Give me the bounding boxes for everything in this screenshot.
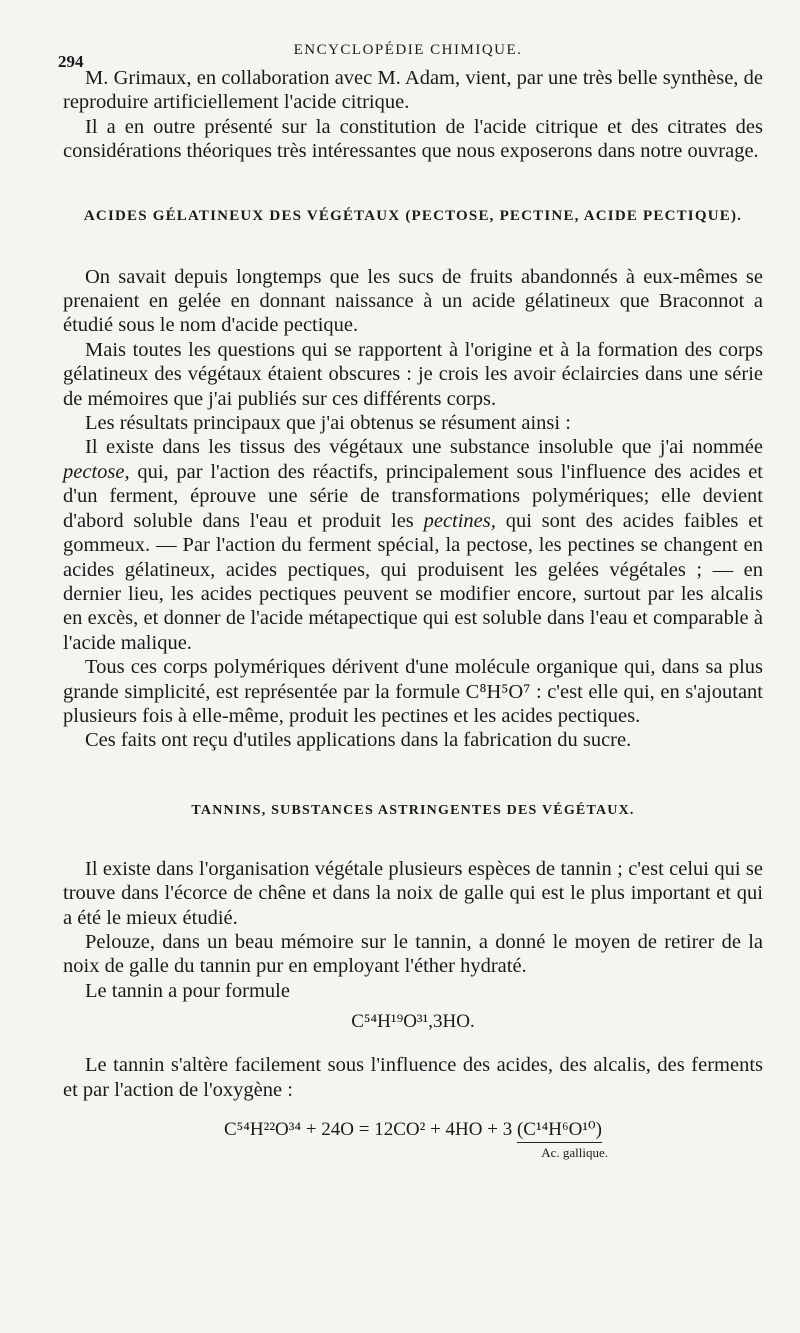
section-heading: ACIDES GÉLATINEUX DES VÉGÉTAUX (PECTOSE, PECTINE, ACIDE PECTIQUE). xyxy=(83,207,743,224)
equation xyxy=(63,1118,763,1161)
paragraph xyxy=(63,435,763,655)
equation-note: Ac. gallique. xyxy=(541,1145,608,1160)
paragraph: Le tannin s'altère facilement sous l'influence des acides, des alcalis, des ferments et par l'action de l'oxygène : xyxy=(63,1054,763,1101)
paragraph: Le tannin a pour formule xyxy=(85,979,290,1002)
italic-term: pectines, xyxy=(423,509,496,532)
text-run: qui sont des acides faibles et gommeux. — Par l'action du ferment spécial, la pectose, les pectines se changent en acides gélatineux, acides pectiques, qui produisent les gelées végétales ; — en dernier lieu, les acides pectiques peuvent se modifier encore, surtout par les alcalis en excès, et donner de l'acide métapectique qui est soluble dans l'eau et comparable à l'acide malique. xyxy=(63,509,764,654)
paragraph: Ces faits ont reçu d'utiles applications dans la fabrication du sucre. xyxy=(85,729,632,752)
paragraph: M. Grimaux, en collaboration avec M. Adam, vient, par une très belle synthèse, de reproduire artificiellement l'acide citrique. xyxy=(63,67,763,114)
body-text xyxy=(63,66,763,1161)
text-run: Il existe dans les tissus des végétaux une substance insoluble que j'ai nommée xyxy=(85,436,763,459)
equation-main: C⁵⁴H²²O³⁴ + 24O = 12CO² + 4HO + 3 xyxy=(224,1119,513,1140)
page-number: 294 xyxy=(58,52,84,71)
section-heading: TANNINS, SUBSTANCES ASTRINGENTES DES VÉGÉTAUX. xyxy=(191,802,635,818)
text-run: qui, par l'action des réactifs, principalement sous l'influence des acides et d'un ferment, éprouve une série de transformations polymériques; elle devient d'abord soluble dans l'eau et produit les xyxy=(63,460,763,532)
equation-braced-term: (C¹⁴H⁶O¹⁰) xyxy=(517,1118,602,1143)
paragraph: On savait depuis longtemps que les sucs de fruits abandonnés à eux-mêmes se prenaient en gelée en donnant naissance à un acide gélatineux que Braconnot a étudié sous le nom d'acide pectique. xyxy=(63,265,763,337)
paragraph: Mais toutes les questions qui se rapportent à l'origine et à la formation des corps gélatineux des végétaux étaient obscures : je crois les avoir éclaircies dans une série de mémoires que j'ai publiés sur ces différents corps. xyxy=(63,338,763,410)
paragraph: Il a en outre présenté sur la constitution de l'acide citrique et des citrates des considérations théoriques très intéressantes que nous exposerons dans notre ouvrage. xyxy=(63,115,763,163)
paragraph: Tous ces corps polymériques dérivent d'une molécule organique qui, dans sa plus grande simplicité, est représentée par la formule C⁸H⁵O⁷ : c'est elle qui, en s'ajoutant plusieurs fois à elle-même, produit les pectines et les acides pectiques. xyxy=(63,656,763,727)
formula: C⁵⁴H¹⁹O³¹,3HO. xyxy=(351,1011,475,1033)
paragraph: Il existe dans l'organisation végétale plusieurs espèces de tannin ; c'est celui qui se trouve dans l'écorce de chêne et dans la noix de galle qui est le plus important et qui a été le mieux étudié. xyxy=(63,857,763,929)
running-head xyxy=(58,30,758,71)
italic-term: pectose, xyxy=(63,460,130,483)
paragraph: Pelouze, dans un beau mémoire sur le tannin, a donné le moyen de retirer de la noix de galle du tannin pur en employant l'éther hydraté. xyxy=(63,930,763,978)
running-title: ENCYCLOPÉDIE CHIMIQUE. xyxy=(293,42,523,58)
paragraph: Les résultats principaux que j'ai obtenus se résument ainsi : xyxy=(85,412,571,435)
